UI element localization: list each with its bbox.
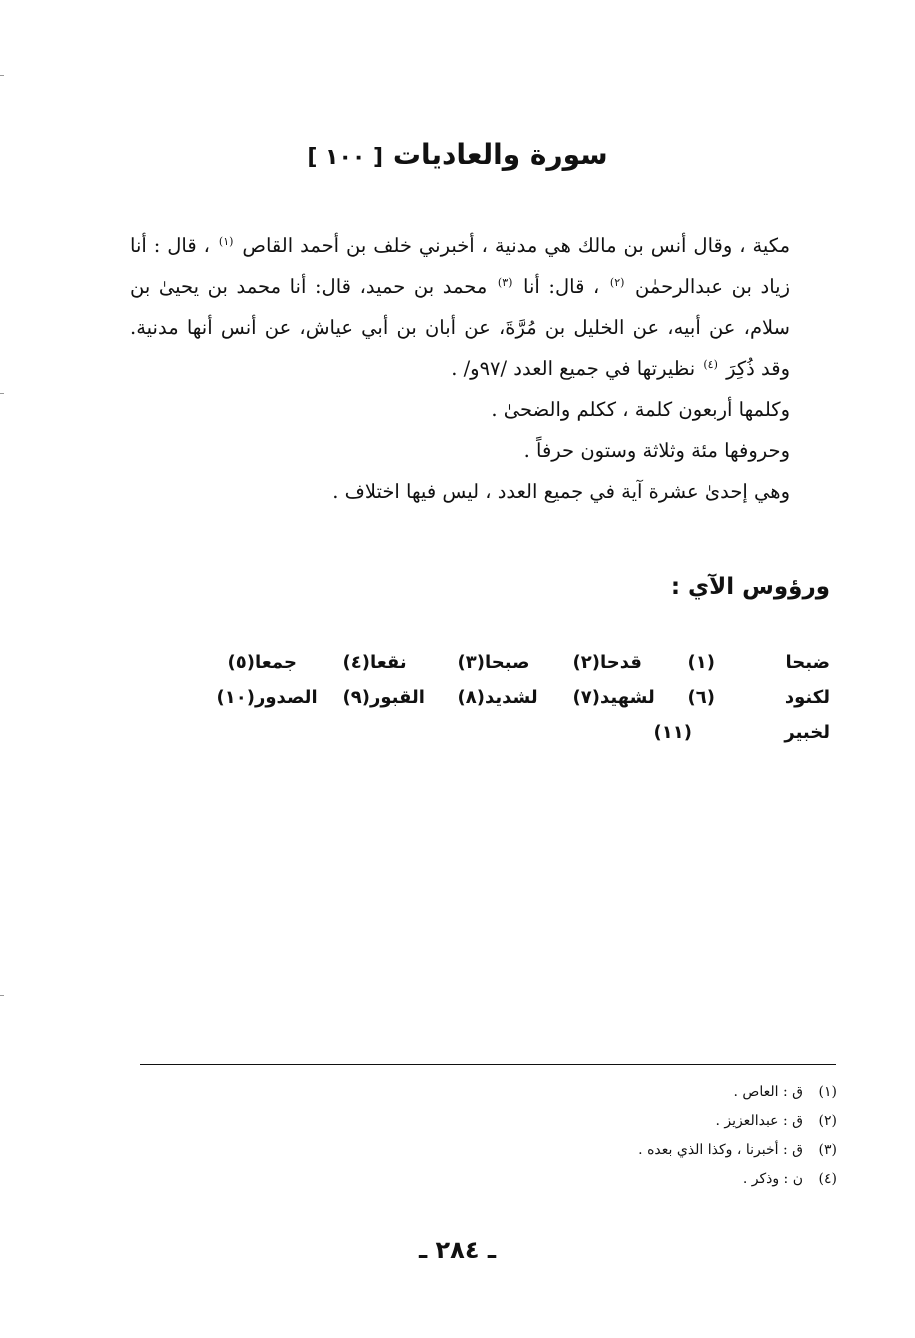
verse-ending: (٧) لشديد [485, 687, 600, 708]
edge-mark [0, 995, 4, 996]
verse-ending: (٩) الصدور [255, 687, 370, 708]
verse-ending: لخبير [784, 722, 830, 743]
footnote-ref: (٣) [497, 275, 513, 289]
verse-ending: (٣) نقعا [370, 652, 485, 673]
verse-endings-row [140, 680, 830, 715]
verse-ending: (٥) [227, 652, 255, 673]
footnote-divider [140, 1064, 836, 1065]
verse-endings-row [140, 715, 830, 750]
surah-title [0, 138, 915, 171]
verse-ending: (١١) [653, 722, 692, 743]
intro-paragraph [130, 225, 830, 389]
surah-number: [ ١٠٠ ] [307, 145, 384, 170]
footnote: (٢) ق : عبدالعزيز . [715, 1113, 837, 1129]
footnote-ref: (٢) [609, 275, 625, 289]
footnote: (١) ق : العاص . [733, 1084, 837, 1100]
verse-endings-table [140, 645, 830, 750]
verse-ending: (١) قدحا [600, 652, 715, 673]
verse-endings-heading: ورؤوس الآي : [670, 574, 830, 600]
verse-ending: (٦) لشهيد [600, 687, 715, 708]
intro-sentence: ، قال: أنا [523, 275, 600, 298]
verse-ending: (١٠) [216, 687, 255, 708]
edge-mark [0, 393, 4, 394]
verse-ending: (٨) القبور [370, 687, 485, 708]
page-number: ـ ٢٨٤ ـ [418, 1236, 497, 1264]
intro-sentence: محمد بن حميد، قال: أنا محمد بن يحيىٰ بن سلام، عن أبيه، عن الخليل بن مُرَّةَ، عن أبان بن أبي عياش، عن أنس أنها مدنية. وقد ذُكِرَ [130, 275, 790, 380]
footnote-ref: (٤) [703, 357, 718, 371]
intro-sentence: ، قال : أنا زياد بن عبدالرحمٰن [130, 234, 790, 298]
footnote-ref: (١) [218, 234, 234, 248]
verse-ending: (٢) صبحا [485, 652, 600, 673]
footnotes [147, 1078, 837, 1194]
intro-text [130, 225, 830, 512]
verse-ending: لكنود [784, 687, 830, 708]
edge-mark [0, 75, 4, 76]
intro-sentence: مكية ، وقال أنس بن مالك هي مدنية ، أخبرني خلف بن أحمد القاص [242, 234, 791, 257]
letter-count-line: وحروفها مئة وثلاثة وستون حرفاً . [523, 439, 790, 462]
footnote: (٣) ق : أخبرنا ، وكذا الذي بعده . [638, 1142, 837, 1158]
intro-sentence: نظيرتها في جميع العدد /٩٧و/ . [451, 357, 696, 380]
verse-ending: (٤) جمعا [255, 652, 370, 673]
verse-endings-row [140, 645, 830, 680]
word-count-line: وكلمها أربعون كلمة ، ككلم والضحىٰ . [491, 398, 790, 421]
verse-ending: ضبحا [785, 652, 830, 673]
surah-title-text: سورة والعاديات [392, 138, 608, 171]
verse-count-line: وهي إحدىٰ عشرة آية في جميع العدد ، ليس فيها اختلاف . [332, 480, 790, 503]
footnote: (٤) ن : وذكر . [742, 1171, 837, 1187]
